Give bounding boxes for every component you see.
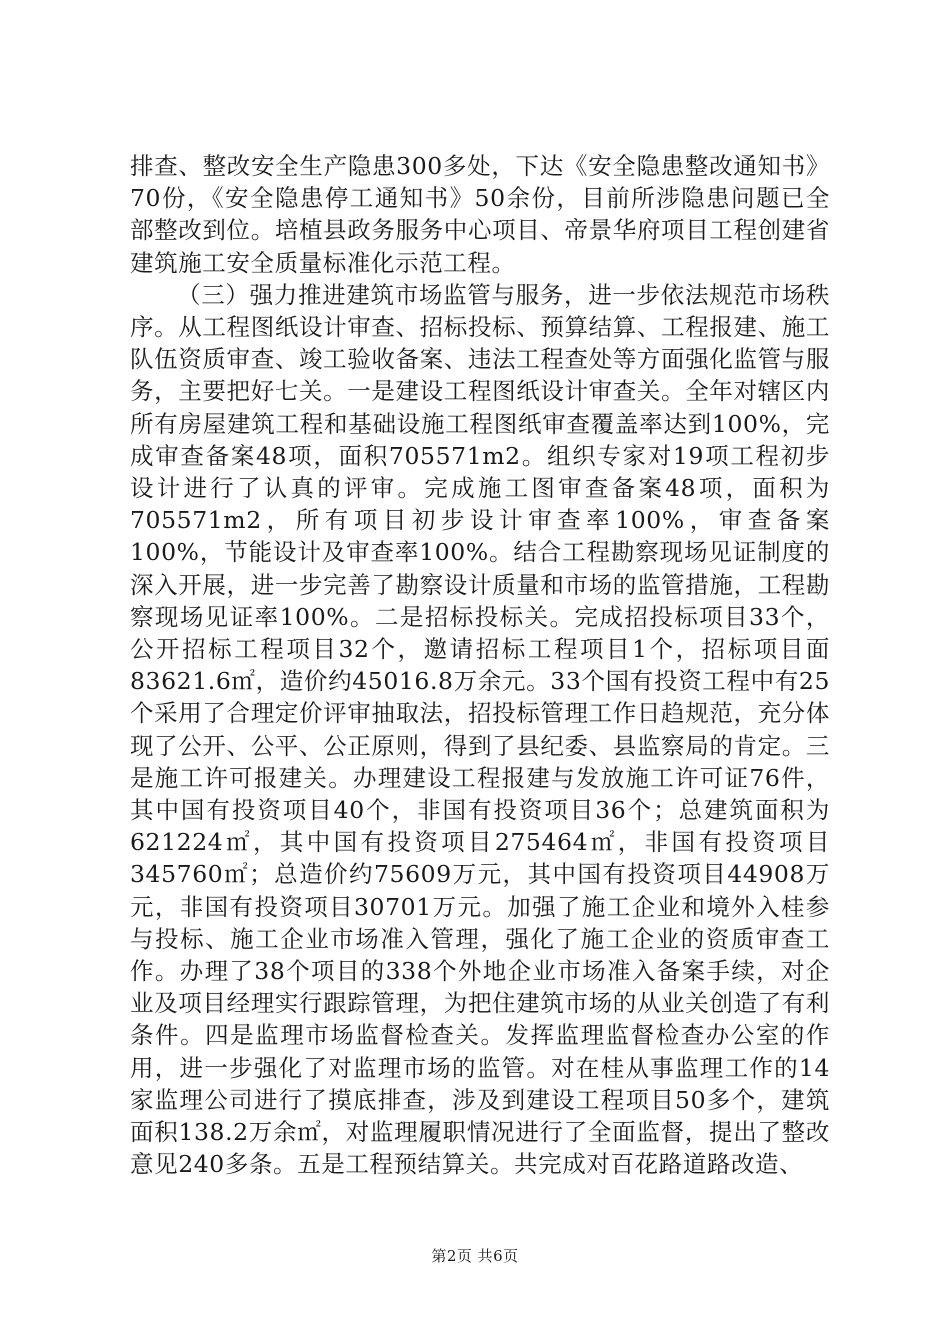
document-body	[130, 150, 830, 1181]
paragraph-2: （三）强力推进建筑市场监管与服务，进一步依法规范市场秩序。从工程图纸设计审查、招标投标、预算结算、工程报建、施工队伍资质审查、竣工验收备案、违法工程查处等方面强化监管与服务，主要把好七关。一是建设工程图纸设计审查关。全年对辖区内所有房屋建筑工程和基础设施工程图纸审查覆盖率达到100%，完成审查备案48项，面积705571m2。组织专家对19项工程初步设计进行了认真的评审。完成施工图审查备案48项，面积为705571m2，所有项目初步设计审查率100%，审查备案100%，节能设计及审查率100%。结合工程勘察现场见证制度的深入开展，进一步完善了勘察设计质量和市场的监管措施，工程勘察现场见证率100%。二是招标投标关。完成招投标项目33个，公开招标工程项目32个，邀请招标工程项目1个，招标项目面83621.6㎡，造价约45016.8万余元。33个国有投资工程中有25个采用了合理定价评审抽取法，招投标管理工作日趋规范，充分体现了公开、公平、公正原则，得到了县纪委、县监察局的肯定。三是施工许可报建关。办理建设工程报建与发放施工许可证76件，其中国有投资项目40个，非国有投资项目36个；总建筑面积为621224㎡，其中国有投资项目275464㎡，非国有投资项目345760㎡；总造价约75609万元，其中国有投资项目44908万元，非国有投资项目30701万元。加强了施工企业和境外入桂参与投标、施工企业市场准入管理，强化了施工企业的资质审查工作。办理了38个项目的338个外地企业市场准入备案手续，对企业及项目经理实行跟踪管理，为把住建筑市场的从业关创造了有利条件。四是监理市场监督检查关。发挥监理监督检查办公室的作用，进一步强化了对监理市场的监管。对在桂从事监理工作的14家监理公司进行了摸底排查，涉及到建设工程项目50多个，建筑面积138.2万余㎡，对监理履职情况进行了全面监督，提出了整改意见240多条。五是工程预结算关。共完成对百花路道路改造、	[130, 280, 830, 1179]
paragraph-1: 排查、整改安全生产隐患300多处，下达《安全隐患整改通知书》70份，《安全隐患停工通知书》50余份，目前所涉隐患问题已全部整改到位。培植县政务服务中心项目、帝景华府项目工程创建省建筑施工安全质量标准化示范工程。	[130, 152, 830, 277]
page-number-footer: 第2页 共6页	[431, 1247, 519, 1265]
